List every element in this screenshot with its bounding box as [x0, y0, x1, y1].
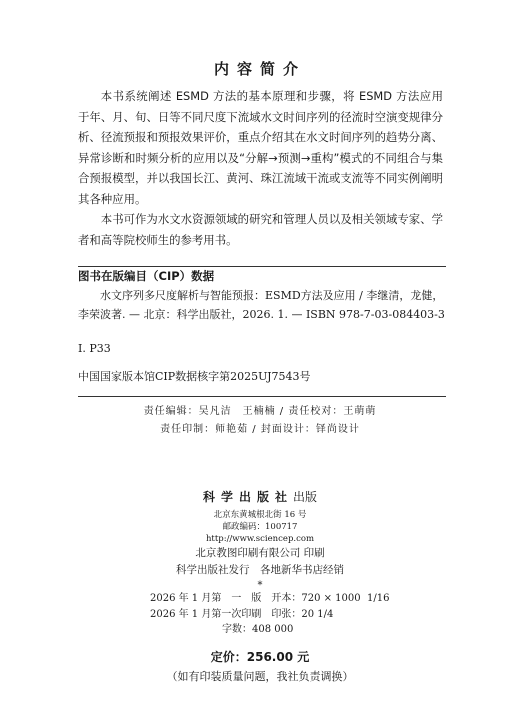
- publisher-website: http://www.sciencep.com: [205, 534, 315, 544]
- divider-top: [78, 266, 446, 267]
- publisher-line: [0, 488, 520, 505]
- cip-entry: [78, 286, 446, 324]
- word-count: 字数：408 000: [222, 624, 294, 635]
- distribution: 科学出版社发行 各地新华书店经销: [176, 564, 344, 576]
- publisher-address: 北京东黄城根北街 16 号: [213, 510, 307, 520]
- edition-specs: [150, 591, 389, 638]
- publisher-suffix: 出版: [293, 490, 318, 504]
- divider-middle: [78, 396, 446, 397]
- summary-title: 内容简介: [213, 60, 306, 78]
- cip-catalog-number: 中国国家版本馆CIP数据核字第2025UJ7543号: [78, 370, 311, 383]
- edition-line: 2026 年 1 月第 一 版 开本：720 × 1000 1/16: [150, 593, 390, 604]
- cip-heading: 图书在版编目（CIP）数据: [78, 269, 215, 283]
- summary-paragraph: 本书系统阐述 ESMD 方法的基本原理和步骤，将 ESMD 方法应用于年、月、旬、日等不同尺度下流域水文时间序列的径流时空演变规律分析、径流预报和预报效果评价，重点介绍其在水文时间序列的趋势分离、异常诊断和时频分析的应用以及“分解→预测→重构”模式的不同组合与集合预报模型，并以我国长江、黄河、珠江流域干流或支流等不同实例阐明其各种应用。: [78, 89, 443, 206]
- price: 定价：256.00 元: [210, 650, 310, 664]
- publisher-postcode: 邮政编码：100717: [222, 522, 298, 532]
- publisher-imprint: [0, 488, 520, 593]
- quality-notice: （如有印装质量问题，我社负责调换）: [166, 670, 354, 683]
- summary-paragraph: 本书可作为水文水资源领域的研究和管理人员以及相关领域专家、学者和高等院校师生的参考用书。: [78, 212, 443, 247]
- production-credits: 责任印制：师艳茹 / 封面设计：铎尚设计: [160, 424, 360, 435]
- cip-entry-text: 水文序列多尺度解析与智能预报：ESMD方法及应用 / 李继清，龙健，李荣波著. — 北京：科学出版社，2026. 1. — ISBN 978-7-03-084403-3: [78, 289, 445, 321]
- publisher-name: 科学出版社: [202, 490, 293, 504]
- printer: 北京教图印刷有限公司 印刷: [195, 547, 325, 559]
- cip-classification: Ⅰ. P33: [78, 342, 111, 355]
- printing-line: 2026 年 1 月第一次印刷 印张：20 1/4: [150, 608, 334, 620]
- summary-body: [78, 86, 443, 250]
- separator-asterisk: *: [257, 580, 263, 591]
- editor-credits: 责任编辑：吴凡洁 王楠楠 / 责任校对：王萌萌: [143, 406, 377, 417]
